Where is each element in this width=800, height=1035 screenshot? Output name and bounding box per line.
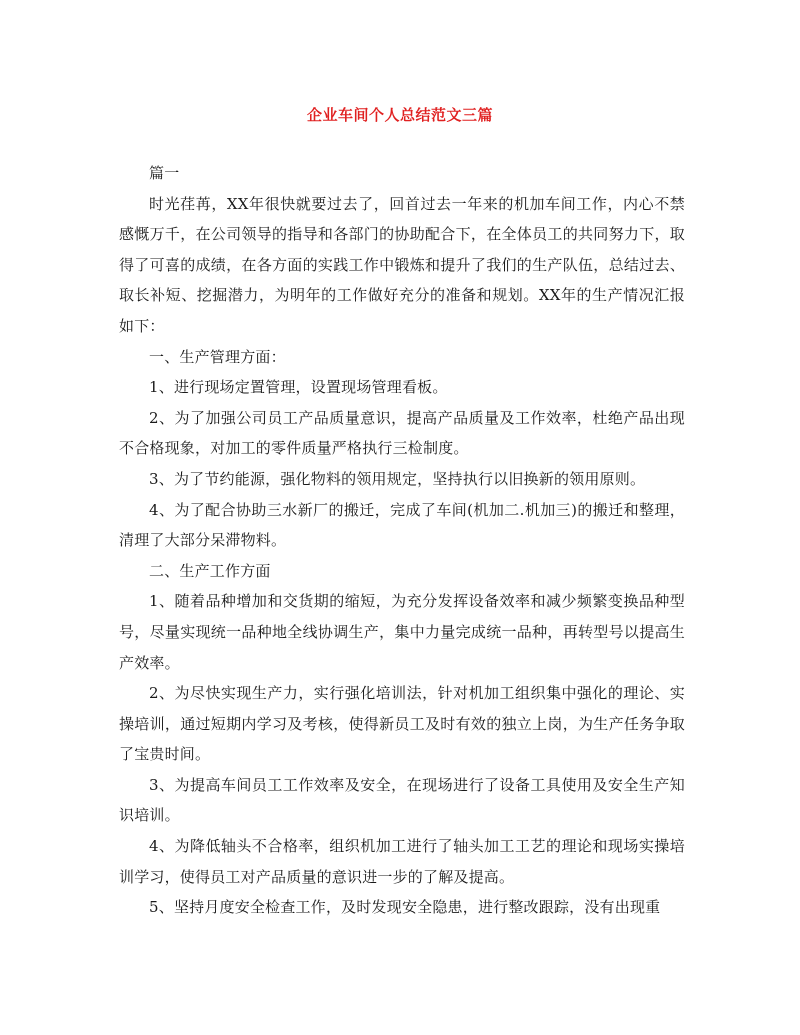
list-item: 1、随着品种增加和交货期的缩短，为充分发挥设备效率和减少频繁变换品种型号，尽量实现统一品种地全线协调生产，集中力量完成统一品种，再转型号以提高生产效率。 — [119, 592, 685, 672]
list-item: 5、坚持月度安全检查工作，及时发现安全隐患，进行整改跟踪，没有出现重 — [149, 898, 661, 917]
list-item: 1、进行现场定置管理，设置现场管理看板。 — [149, 378, 448, 397]
list-item: 4、为了配合协助三水新厂的搬迁，完成了车间(机加二.机加三)的搬迁和整理，清理了大部分呆滞物料。 — [119, 500, 685, 550]
section-heading-production-management: 一、生产管理方面： — [149, 347, 286, 366]
list-item: 3、为了节约能源，强化物料的领用规定，坚持执行以旧换新的领用原则。 — [149, 469, 646, 488]
list-item: 3、为提高车间员工工作效率及安全，在现场进行了设备工具使用及安全生产知识培训。 — [119, 775, 685, 825]
section-heading-production-work: 二、生产工作方面 — [149, 561, 271, 580]
section-heading-part-one: 篇一 — [149, 164, 180, 182]
list-item: 2、为尽快实现生产力，实行强化培训法，针对机加工组织集中强化的理论、实操培训，通过短期内学习及考核，使得新员工及时有效的独立上岗，为生产任务争取了宝贵时间。 — [119, 684, 685, 764]
document-title: 企业车间个人总结范文三篇 — [306, 106, 493, 124]
list-item: 4、为降低轴头不合格率，组织机加工进行了轴头加工工艺的理论和现场实操培训学习，使得员工对产品质量的意识进一步的了解及提高。 — [119, 837, 685, 886]
document-body — [119, 158, 685, 923]
list-item: 2、为了加强公司员工产品质量意识，提高产品质量及工作效率，杜绝产品出现不合格现象，对加工的零件质量严格执行三检制度。 — [119, 408, 685, 458]
intro-paragraph: 时光荏苒，XX年很快就要过去了，回首过去一年来的机加车间工作，内心不禁感慨万千，在公司领导的指导和各部门的协助配合下，在全体员工的共同努力下，取得了可喜的成绩，在各方面的实践工作中锻炼和提升了我们的生产队伍，总结过去、取长补短、挖掘潜力，为明年的工作做好充分的准备和规划。XX年的生产情况汇报如下： — [119, 194, 685, 335]
